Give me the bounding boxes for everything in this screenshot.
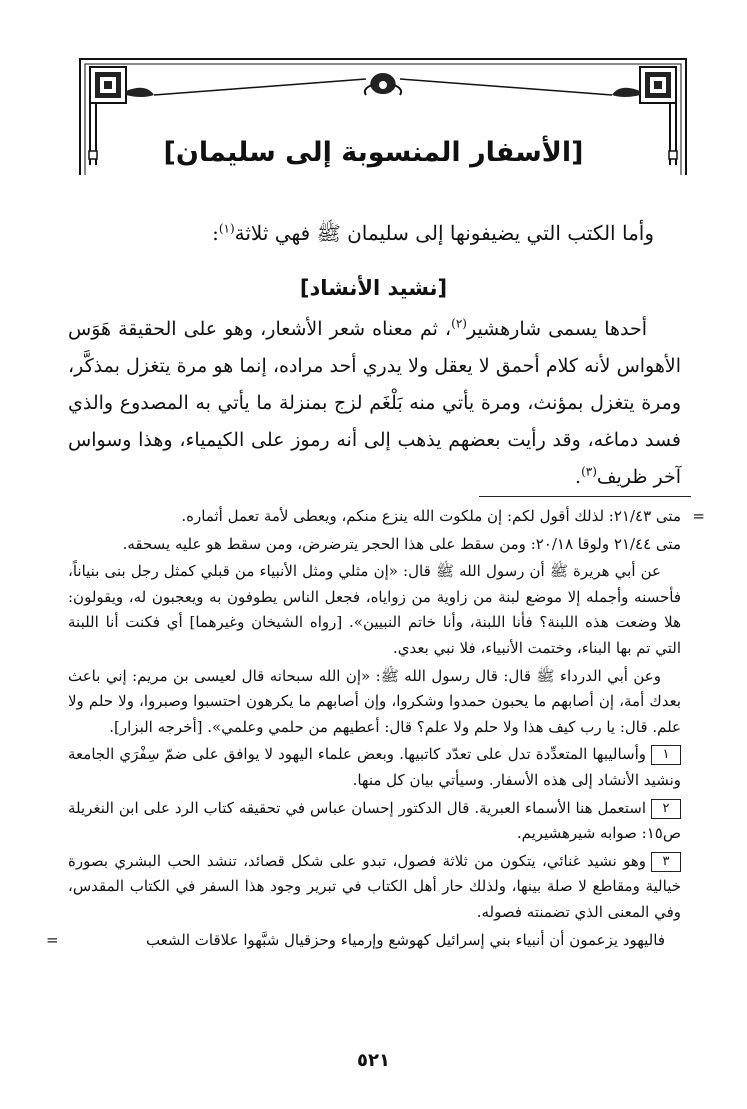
center-ornament-icon	[365, 73, 401, 95]
footnote-separator	[479, 496, 691, 497]
continues-marker: =	[46, 930, 59, 949]
footnote-3-tail-text: فاليهود يزعمون أن أنبياء بني إسرائيل كهوشع وإرمياء وحزقيال شبَّهوا علاقات الشعب	[145, 930, 665, 949]
footnote-ref-2: (٢)	[451, 316, 467, 331]
footnote-1-text: وأساليبها المتعدِّدة تدل على تعدّد كاتبيها. وبعض علماء اليهود لا يوافق على ضمّ سِفْرَي الجامعة ونشيد الأنشاد إلى هذه الأسفار. وسيأتي بيان كل منها.	[68, 745, 681, 789]
chapter-title: [الأسفار المنسوبة إلى سليمان]	[163, 137, 584, 168]
footnote-number-1: ١	[651, 745, 681, 765]
main-text-part-a: أحدها يسمى شارهشير	[466, 318, 648, 340]
footnote-1	[68, 742, 681, 793]
continuation-marker: =	[692, 507, 705, 525]
footnote-hadith-1: عن أبي هريرة ﷺ أن رسول الله ﷺ قال: «إن مثلي ومثل الأنبياء من قبلي كمثل رجل بنى بنياناً، فأحسنه وأجمله إلا موضع لبنة من زاوية من زواياه، فجعل الناس يطوفون به ويعجبون له، ويقولون: هلا وضعت هذه اللبنة؟ فأنا اللبنة، وأنا خاتم النبيين». [رواه الشيخان وغيرهما] أي فكنت أنا اللبنة التي تم بها البناء، وختمت الأنبياء، فلا نبي بعدي.	[68, 562, 681, 657]
footnote-ref-3: (٣)	[581, 464, 597, 479]
footnote-cont-line-1: متى ٢١/٤٣: لذلك أقول لكم: إن ملكوت الله ينزع منكم، ويعطى لأمة تعمل أثماره.	[181, 507, 681, 525]
footnote-continuation	[68, 504, 705, 740]
main-text	[68, 311, 681, 496]
main-text-part-b: ، ثم معناه شعر الأشعار، وهو على الحقيقة هَوَس الأهواس لأنه كلام أحمق لا يعقل ولا يدري أحد مراده، إنما هو مرة يتغزل بمذكَّر، ومرة يتغزل بمؤنث، ومرة يأتي منه بَلْغَم لزج بمنزلة ما يأتي به المصدوع والذي فسد دماغه، وقد رأيت بعضهم يذهب إلى أنه رموز على الكيمياء، وهذا وسواس آخر ظريف	[68, 318, 681, 488]
corner-ornament-right-icon	[612, 67, 677, 165]
section-subtitle: [نشيد الأنشاد]	[299, 276, 448, 300]
intro-colon: :	[212, 221, 219, 245]
page-number: ٥٢١	[357, 1050, 390, 1071]
footnote-3-text: وهو نشيد غنائي، يتكون من ثلاثة فصول، تبدو على شكل قصائد، تنشد الحب البشري بصورة خيالية ومقاطع لا صلة بينها، ولذلك حار أهل الكتاب في تبرير وجود هذا السفر في الكتاب المقدس، وفي المعنى الذي تضمنته فصوله.	[68, 851, 681, 921]
footnote-hadith-2: وعن أبي الدرداء ﷺ قال: قال رسول الله ﷺ: «إن الله سبحانه قال لعيسى بن مريم: إني باعث بعدك أمة، إن أصابهم ما يحبون حمدوا وشكروا، وإن أصابهم ما يكرهون احتسبوا وصبروا، ولا حلم ولا علم. قال: يا رب كيف هذا ولا حلم ولا علم؟ قال: أعطيهم من حلمي وعلمي». [أخرجه البزار].	[68, 666, 681, 736]
intro-line	[70, 218, 654, 248]
main-text-end: .	[575, 466, 582, 488]
footnote-2	[68, 796, 681, 847]
footnote-cont-line-2: متى ٢١/٤٤ ولوقا ٢٠/١٨: ومن سقط على هذا الحجر يترضرض، ومن سقط هو عليه يسحقه.	[122, 534, 681, 553]
footnote-number-3: ٣	[651, 852, 681, 872]
footnote-3	[68, 849, 681, 926]
footnote-2-text: استعمل هنا الأسماء العبرية. قال الدكتور إحسان عباس في تحقيقه كتاب الرد على ابن النغريلة ص١٥: صوابه شيرهشيريم.	[68, 798, 681, 843]
intro-text: وأما الكتب التي يضيفونها إلى سليمان ﷺ فهي ثلاثة	[234, 221, 654, 245]
footnote-3-tail	[46, 928, 681, 954]
footnote-number-2: ٢	[651, 799, 681, 819]
main-paragraph	[68, 311, 681, 496]
footnote-ref-1: (١)	[218, 221, 235, 236]
footnotes-block	[46, 504, 705, 955]
